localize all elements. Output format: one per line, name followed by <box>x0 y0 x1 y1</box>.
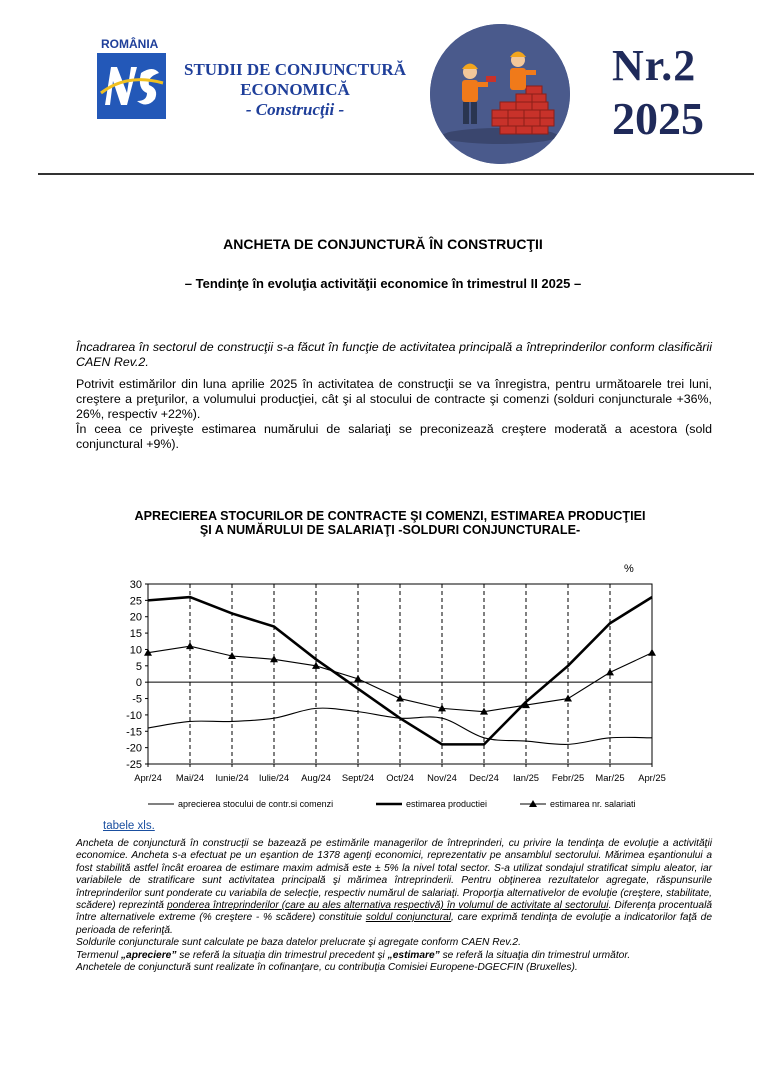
y-axis <box>126 579 148 771</box>
estimates-paragraph <box>76 377 712 452</box>
y-tick-label: 30 <box>129 579 142 591</box>
x-tick-label: Iulie/24 <box>258 772 290 783</box>
y-tick-label: 25 <box>129 595 142 608</box>
method-weight-def: ponderea întreprinderilor (care au ales alternativa respectivă) în volumul de activitate al sectorului <box>166 900 609 912</box>
legend-label: estimarea productiei <box>406 799 488 809</box>
x-tick-label: Apr/24 <box>134 772 162 783</box>
data-point-marker <box>648 649 656 656</box>
x-tick-label: Apr/25 <box>638 772 666 783</box>
x-tick-label: Aug/24 <box>301 772 331 783</box>
caen-note: Soldurile conjuncturale sunt calculate pe baza datelor prelucrate şi agregate conform CAEN Rev.2. <box>76 937 521 949</box>
terms-a: Termenul <box>76 949 121 961</box>
method-text-a: Ancheta de conjunctură în construcţii se bazează pe estimările managerilor de întreprinderi, cu privire la tendinţa de evoluţie a activităţii economice. Ancheta s-a efectuat pe un eşantion de 1378 agenţi economici, reprezentativ pe ansamblul sectorului. Mărimea eşantionului a fost stabilită astfel încât eroarea de estimare maxim admisă este ± 5% la nivel total sector. S-a utilizat sondajul stratificat simplu aleator, iar variabilele de stratificare sunt activitatea principală şi mărimea întreprinderii. Pentru obţinerea rezultatelor agregate, răspunsurile întreprinderilor sunt ponderate cu variabila de selecţie, respectiv numărul de salariaţi. Proporţia alternativelor de evoluţie (creştere, stabilitate, scădere) reprezintă <box>76 838 712 912</box>
x-tick-label: Febr/25 <box>551 772 585 783</box>
y-tick-label: 5 <box>135 660 142 673</box>
legend-label: estimarea nr. salariati <box>550 799 636 809</box>
x-tick-label: Ian/25 <box>512 772 540 783</box>
terms-note <box>76 950 712 962</box>
x-tick-label: Mar/25 <box>595 772 625 783</box>
issue-year: 2025 <box>612 93 704 144</box>
method-balance-def: soldul conjunctural <box>365 912 452 924</box>
x-tick-label: Oct/24 <box>386 772 414 783</box>
xls-tables-link[interactable]: tabele xls. <box>103 820 155 832</box>
line-chart <box>100 560 680 820</box>
y-tick-label: 0 <box>135 677 142 690</box>
x-tick-label: Iunie/24 <box>215 772 249 783</box>
workers-icon <box>430 24 570 164</box>
y-tick-label: -5 <box>132 693 142 706</box>
terms-e: se referă la situaţia din trimestrul următor. <box>439 949 631 961</box>
term-estimare: „estimare” <box>387 949 440 961</box>
report-title: ANCHETA DE CONJUNCTURĂ ÎN CONSTRUCŢII <box>223 236 543 252</box>
terms-c: se referă la situaţia din trimestrul precedent şi <box>176 949 388 961</box>
report-subtitle: – Tendinţe în evoluţia activităţii economice în trimestrul II 2025 – <box>184 276 582 291</box>
x-axis <box>134 764 666 783</box>
legend-label: aprecierea stocului de contr.si comenzi <box>178 799 334 809</box>
intro-paragraph: Încadrarea în sectorul de construcţii s-a făcut în funcţie de activitatea principală a întreprinderilor conform clasificării CAEN Rev.2. <box>76 340 712 369</box>
brand-line-3: - Construcţii - <box>245 100 345 119</box>
y-tick-label: -10 <box>126 709 142 722</box>
publication-brand <box>170 60 420 120</box>
construction-workers-illustration <box>430 24 570 164</box>
ins-logo-icon <box>97 53 166 119</box>
y-tick-label: -15 <box>126 726 142 739</box>
methodology-note <box>76 838 712 974</box>
chart-unit-label: % <box>624 563 634 575</box>
x-tick-label: Nov/24 <box>427 772 457 783</box>
x-tick-label: Sept/24 <box>341 772 375 783</box>
chart-title-line-1: APRECIEREA STOCURILOR DE CONTRACTE ŞI COMENZI, ESTIMAREA PRODUCŢIEI <box>134 509 646 523</box>
method-text-c: , care exprimă tendinţa de evoluţie a indicatorilor faţă de perioada de referinţă. <box>76 912 712 936</box>
brand-line-1: STUDII DE CONJUNCTURĂ <box>184 60 406 79</box>
y-tick-label: 15 <box>129 628 142 641</box>
data-point-marker <box>186 642 194 649</box>
term-apreciere: „apreciere” <box>120 949 177 961</box>
data-point-marker <box>606 668 614 675</box>
y-tick-label: -20 <box>126 742 142 755</box>
data-point-marker <box>396 695 404 702</box>
methodology-paragraph <box>76 838 712 937</box>
chart-title-line-2: ŞI A NUMĂRULUI DE SALARIAŢI -SOLDURI CONJUNCTURALE- <box>199 523 581 537</box>
country-label: ROMÂNIA <box>101 37 159 51</box>
employees-text: În ceea ce priveşte estimarea numărului de salariaţi se preconizează creştere moderată a acestora (sold conjunctural +9%). <box>76 422 712 451</box>
brand-line-2: ECONOMICĂ <box>240 80 350 99</box>
y-tick-label: -25 <box>126 759 142 771</box>
y-tick-label: 10 <box>129 644 142 657</box>
cofinancing-note: Anchetele de conjunctură sunt realizate în cofinanţare, cu contribuţia Comisiei Europene-DGECFIN (Bruxelles). <box>76 962 578 974</box>
y-tick-label: 20 <box>129 611 142 624</box>
x-tick-label: Dec/24 <box>469 772 499 783</box>
data-point-marker <box>564 695 572 702</box>
x-tick-label: Mai/24 <box>175 772 205 783</box>
ins-logo <box>97 53 166 119</box>
header-divider <box>38 173 754 175</box>
estimates-text: Potrivit estimărilor din luna aprilie 2025 în activitatea de construcţii se va înregistra, pentru următoarele trei luni, creştere a preţurilor, a volumului producţiei, cât şi al stocului de contracte şi comenzi (solduri conjuncturale +36%, 26%, respectiv +22%). <box>76 377 712 421</box>
issue-number: Nr.2 <box>612 41 697 90</box>
chart-legend <box>148 799 636 809</box>
chart-title <box>80 509 700 537</box>
method-text-b: . Diferenţa procentuală între alternativele extreme (% creştere - % scădere) constituie <box>76 900 712 924</box>
